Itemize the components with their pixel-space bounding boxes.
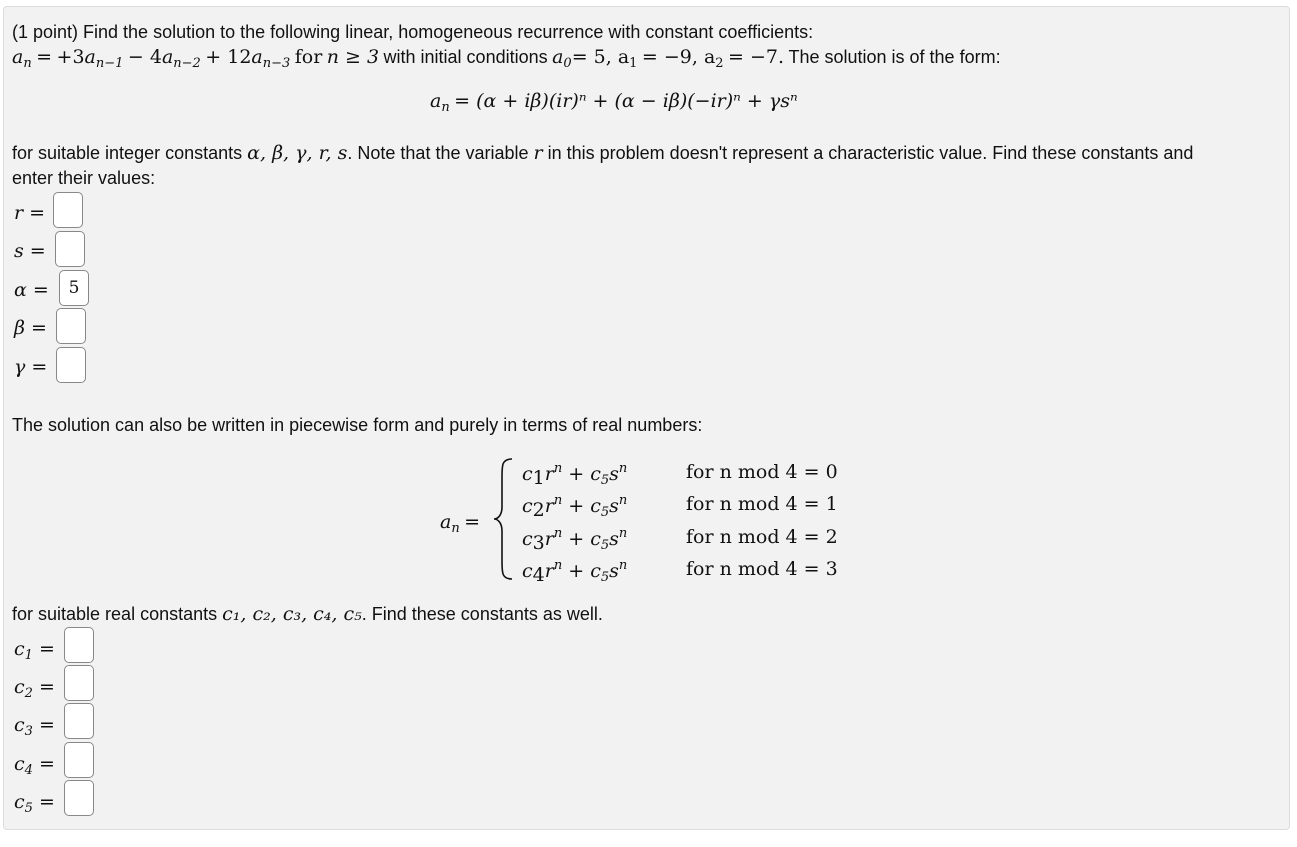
gamma-input[interactable]: [56, 347, 86, 383]
case-2-condition: for n mod 4 = 2: [686, 526, 838, 548]
r-input[interactable]: [53, 192, 83, 228]
case-1-condition: for n mod 4 = 1: [686, 493, 838, 515]
s-input[interactable]: [55, 231, 85, 267]
c1-input[interactable]: [64, 627, 94, 663]
problem-intro: (1 point) Find the solution to the following linear, homogeneous recurrence with constant coefficients:: [12, 22, 814, 42]
beta-input[interactable]: [56, 308, 86, 344]
piecewise-intro: The solution can also be written in piecewise form and purely in terms of real numbers:: [12, 415, 703, 435]
case-3-condition: for n mod 4 = 3: [686, 558, 838, 580]
c2-label: $c_2$ =: [14, 676, 55, 701]
c5-label: $c_5$ =: [14, 791, 55, 816]
c3-input[interactable]: [64, 703, 94, 739]
beta-label: β =: [14, 317, 47, 339]
general-form: $a_n = (\alpha + i\beta)(ir)^n + (\alpha - i\beta)(-ir)^n + \gamma s^n$: [430, 90, 798, 115]
gamma-label: γ =: [14, 356, 48, 378]
case-2: $c_3r^n + c_5s^n$: [522, 526, 628, 554]
recurrence-line: $a_n = +3a_{n-1} - 4a_{n-2} + 12a_{n-3}$ for n ≥ 3 with initial conditions $a_0= 5$, $a_1 = -9$, $a_2 = -7$. The solution is of the form:: [12, 46, 1001, 71]
c5-input[interactable]: [64, 780, 94, 816]
case-0-condition: for n mod 4 = 0: [686, 461, 838, 483]
constants-paragraph-end: enter their values:: [12, 168, 156, 188]
piecewise-lhs: $a_n$ =: [440, 511, 481, 536]
constants-paragraph: for suitable integer constants α, β, γ, r, s. Note that the variable r in this problem doesn't represent a characteristic value. Find these constants and: [12, 142, 1194, 164]
left-brace-icon: [492, 457, 514, 581]
c3-label: $c_3$ =: [14, 714, 55, 739]
case-0: $c_1r^n + c_5s^n$: [522, 461, 628, 489]
c2-input[interactable]: [64, 665, 94, 701]
c4-input[interactable]: [64, 742, 94, 778]
case-3: $c_4r^n + c_5s^n$: [522, 558, 628, 586]
case-1: $c_2r^n + c_5s^n$: [522, 493, 628, 521]
real-constants-paragraph: for suitable real constants c₁, c₂, c₃, c₄, c₅. Find these constants as well.: [12, 603, 603, 625]
alpha-input[interactable]: 5: [59, 270, 89, 306]
alpha-label: α =: [14, 279, 49, 301]
s-label: s =: [14, 240, 46, 262]
c1-label: $c_1$ =: [14, 638, 55, 663]
c4-label: $c_4$ =: [14, 753, 55, 778]
r-label: r =: [14, 202, 46, 224]
